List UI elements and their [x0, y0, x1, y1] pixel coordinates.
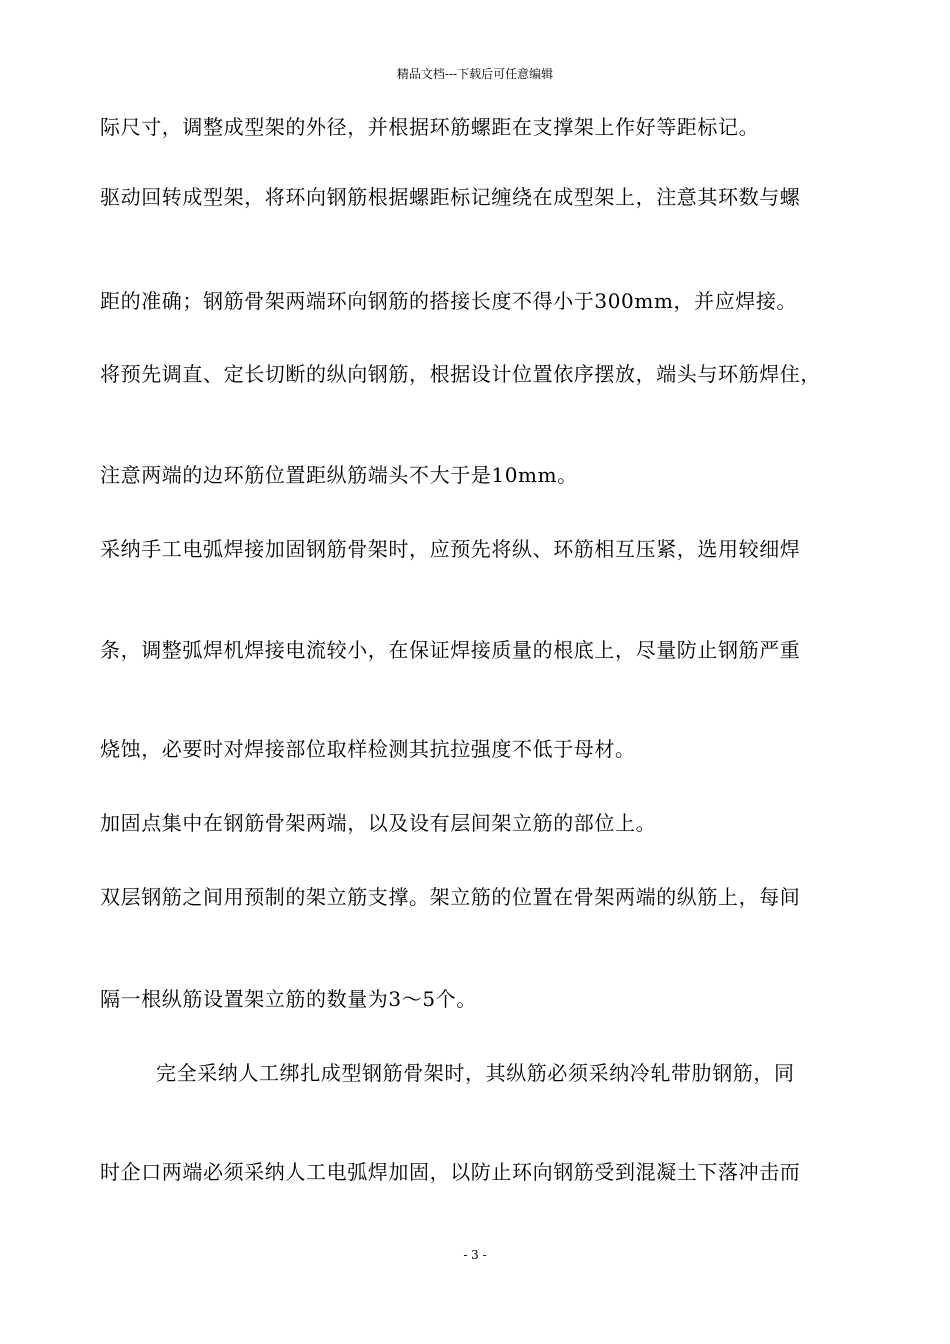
body-line-11: 隔一根纵筋设置架立筋的数量为3～5个。	[100, 987, 477, 1011]
body-line-12: 完全采纳人工绑扎成型钢筋骨架时，其纵筋必须采纳冷轧带肋钢筋，同	[156, 1061, 795, 1085]
body-line-3: 距的准确；钢筋骨架两端环向钢筋的搭接长度不得小于300mm，并应焊接。	[100, 289, 798, 313]
page-header: 精品文档---下载后可任意编辑	[396, 67, 554, 81]
page-number: - 3 -	[463, 1248, 487, 1262]
body-line-4: 将预先调直、定长切断的纵向钢筋，根据设计位置依序摆放，端头与环筋焊住，	[100, 362, 821, 386]
body-line-10: 双层钢筋之间用预制的架立筋支撑。架立筋的位置在骨架两端的纵筋上，每间	[100, 885, 801, 909]
body-line-2: 驱动回转成型架，将环向钢筋根据螺距标记缠绕在成型架上，注意其环数与螺	[100, 185, 801, 209]
body-line-7: 条，调整弧焊机焊接电流较小，在保证焊接质量的根底上，尽量防止钢筋严重	[100, 638, 801, 662]
body-line-6: 采纳手工电弧焊接加固钢筋骨架时，应预先将纵、环筋相互压紧，选用较细焊	[100, 537, 801, 561]
body-line-8: 烧蚀，必要时对焊接部位取样检测其抗拉强度不低于母材。	[100, 737, 636, 761]
body-line-5: 注意两端的边环筋位置距纵筋端头不大于是10mm。	[100, 463, 578, 487]
body-line-1: 际尺寸，调整成型架的外径，并根据环筋螺距在支撑架上作好等距标记。	[100, 115, 760, 139]
body-line-13: 时企口两端必须采纳人工电弧焊加固，以防止环向钢筋受到混凝土下落冲击而	[100, 1160, 801, 1184]
body-line-9: 加固点集中在钢筋骨架两端，以及设有层间架立筋的部位上。	[100, 811, 657, 835]
